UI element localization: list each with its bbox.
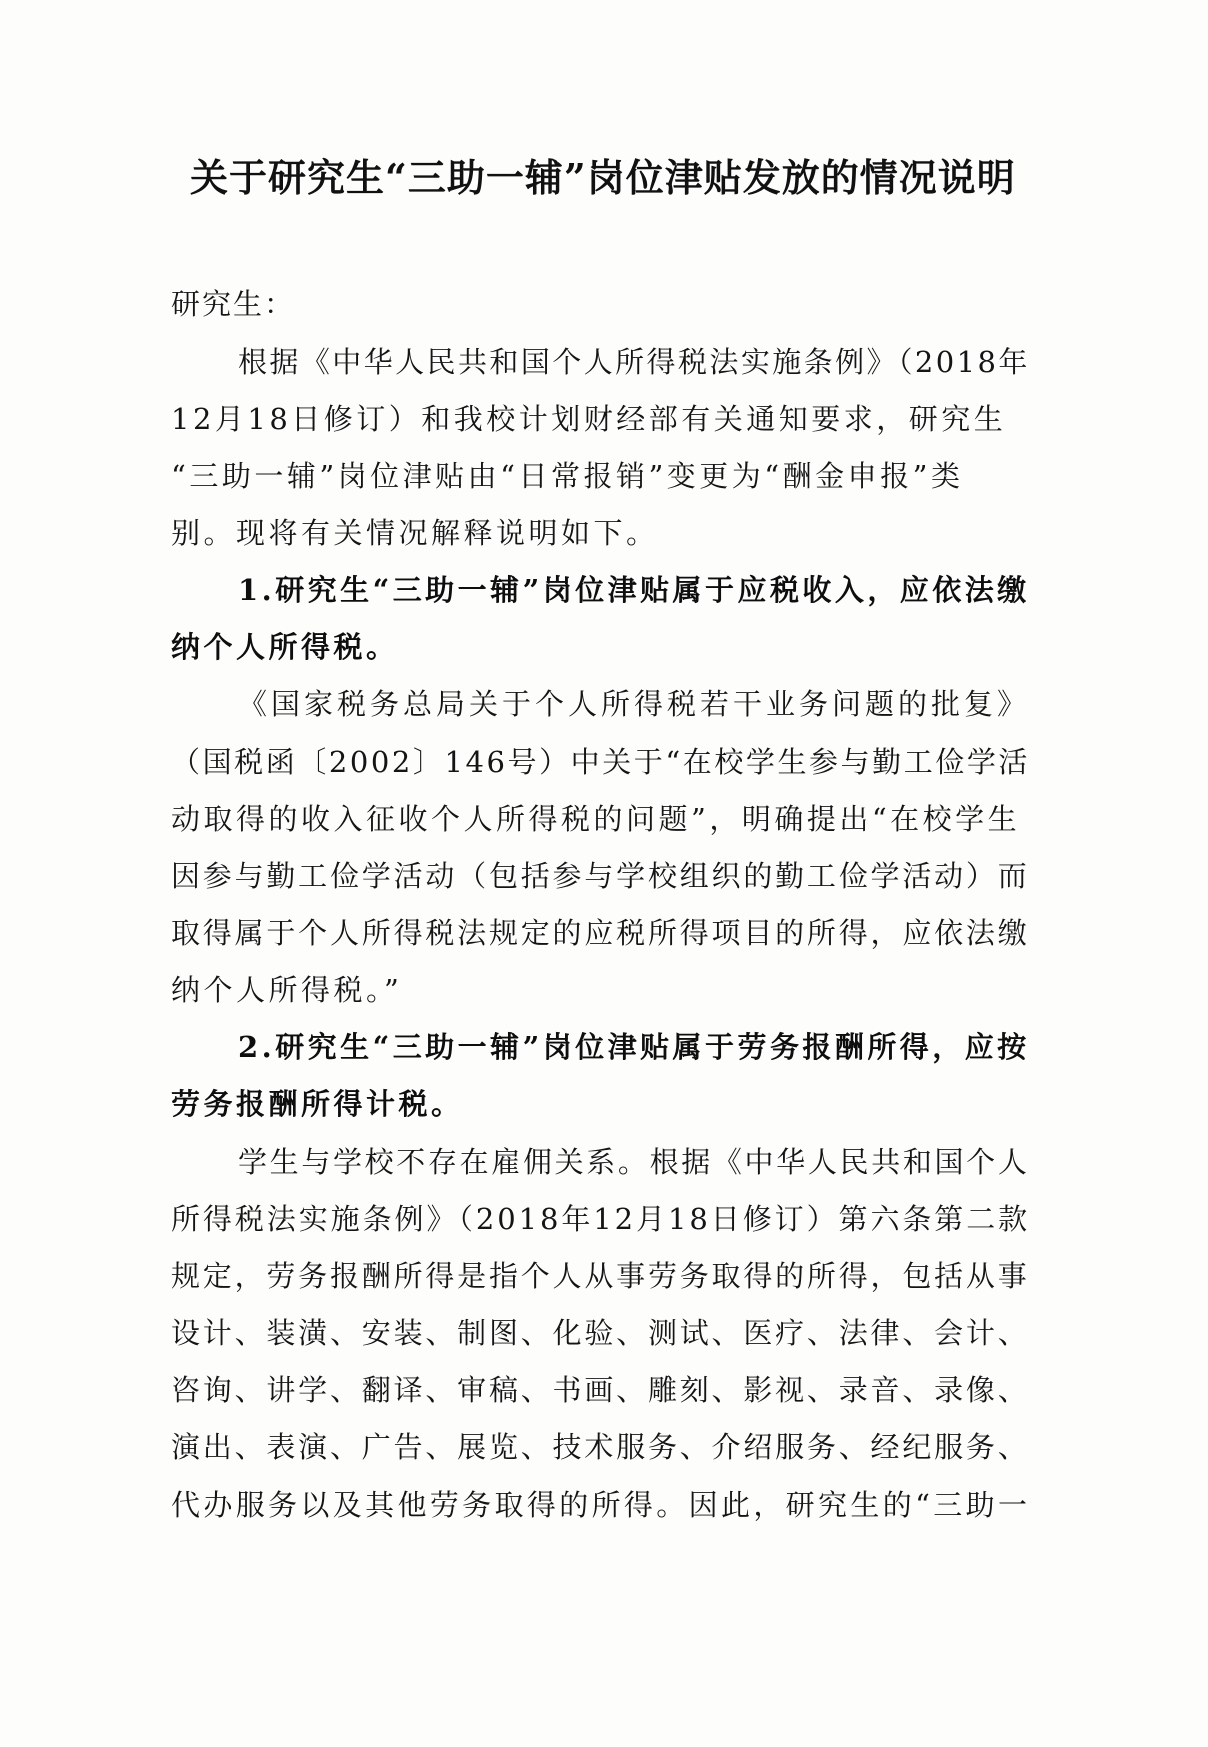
body-line: 规定，劳务报酬所得是指个人从事劳务取得的所得，包括从事 — [171, 1259, 1030, 1293]
section-heading-1: 1.研究生“三助一辅”岗位津贴属于应税收入，应依法缴 — [238, 573, 1030, 607]
body-line: 演出、表演、广告、展览、技术服务、介绍服务、经纪服务、 — [171, 1430, 1030, 1464]
body-line: 因参与勤工俭学活动（包括参与学校组织的勤工俭学活动）而 — [171, 859, 1030, 893]
body-line: 代办服务以及其他劳务取得的所得。因此，研究生的“三助一 — [171, 1488, 1031, 1522]
body-line: 12月18日修订）和我校计划财经部有关通知要求，研究生 — [171, 402, 1007, 436]
document-title: 关于研究生“三助一辅”岗位津贴发放的情况说明 — [190, 155, 1016, 200]
body-line: 咨询、讲学、翻译、审稿、书画、雕刻、影视、录音、录像、 — [171, 1373, 1030, 1407]
body-line: 纳个人所得税。” — [171, 973, 403, 1007]
body-line: 根据《中华人民共和国个人所得税法实施条例》（2018年 — [238, 345, 1030, 379]
body-line: 所得税法实施条例》（2018年12月18日修订）第六条第二款 — [171, 1202, 1031, 1236]
section-heading-2: 2.研究生“三助一辅”岗位津贴属于劳务报酬所得，应按 — [238, 1030, 1030, 1064]
section-heading-2-cont: 劳务报酬所得计税。 — [171, 1087, 464, 1121]
section-heading-1-cont: 纳个人所得税。 — [171, 630, 399, 664]
body-line: 学生与学校不存在雇佣关系。根据《中华人民共和国个人 — [238, 1145, 1030, 1179]
body-line: 别。现将有关情况解释说明如下。 — [171, 516, 659, 550]
body-line: 取得属于个人所得税法规定的应税所得项目的所得，应依法缴 — [171, 916, 1030, 950]
body-line: “三助一辅”岗位津贴由“日常报销”变更为“酬金申报”类 — [171, 459, 964, 493]
body-line: 动取得的收入征收个人所得税的问题”，明确提出“在校学生 — [171, 802, 1021, 836]
body-line: 设计、装潢、安装、制图、化验、测试、医疗、法律、会计、 — [171, 1316, 1030, 1350]
body-line: 《国家税务总局关于个人所得税若干业务问题的批复》 — [238, 687, 1031, 721]
body-line: （国税函〔2002〕146号）中关于“在校学生参与勤工俭学活 — [171, 745, 1030, 779]
salutation: 研究生： — [171, 287, 296, 321]
